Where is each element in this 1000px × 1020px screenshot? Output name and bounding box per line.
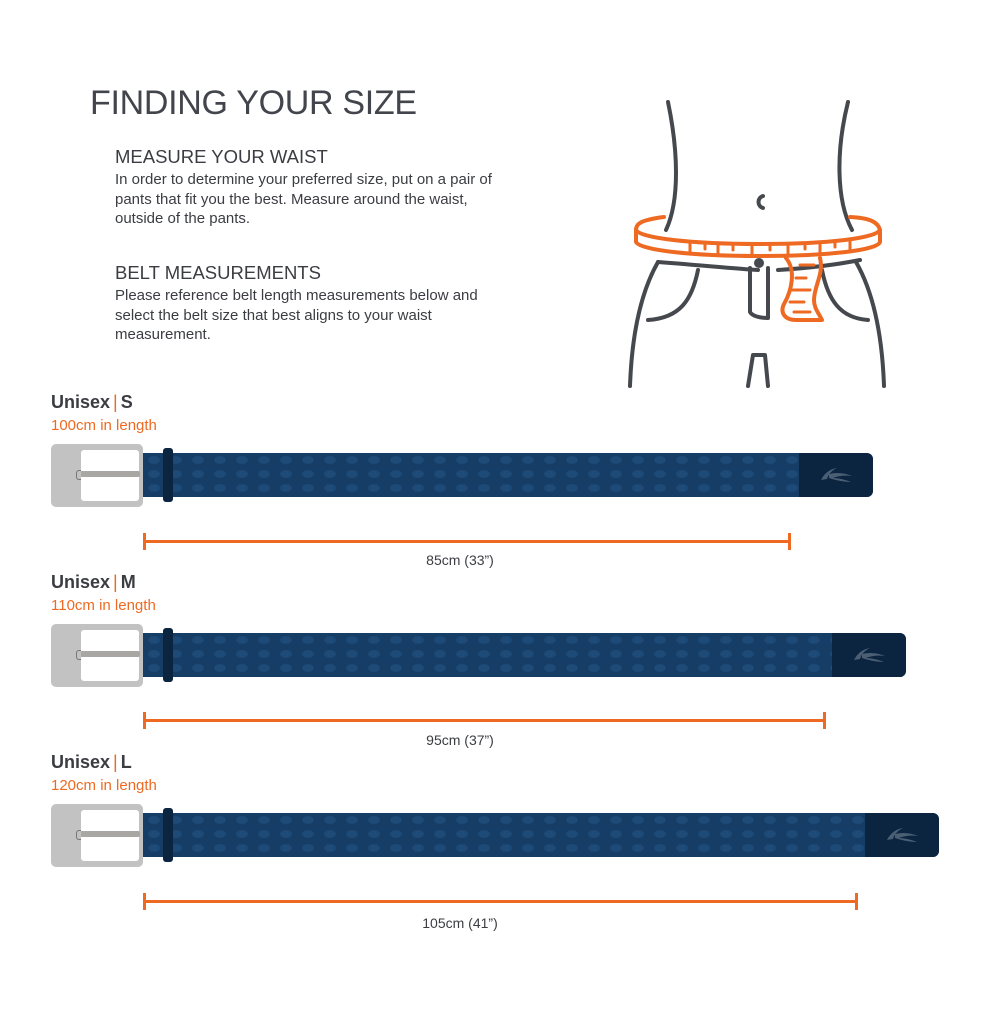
waist-measuring-tape-icon: [600, 90, 900, 400]
size-label-l: [51, 752, 132, 773]
size-category: Unisex: [51, 752, 111, 772]
body-line: select the belt size that best aligns to your waist: [115, 306, 432, 324]
belt-keeper: [163, 448, 173, 502]
belt-keeper: [163, 808, 173, 862]
section-body: [115, 286, 545, 345]
size-length-s: 100cm in length: [51, 417, 157, 434]
brand-logo-icon: [885, 826, 921, 844]
belt-l: [51, 804, 939, 868]
belt-strap: [143, 813, 939, 857]
belt-s: [51, 444, 873, 508]
body-line: In order to determine your preferred size, put on a pair of: [115, 171, 492, 188]
waist-ruler-m: [143, 712, 826, 728]
measure-waist-section: [115, 146, 545, 229]
size-label-m: [51, 572, 136, 593]
page-title: FINDING YOUR SIZE: [90, 84, 417, 122]
belt-buckle: [51, 444, 143, 507]
size-length-m: 110cm in length: [51, 597, 156, 614]
size-category: Unisex: [51, 392, 111, 412]
size-separator: |: [113, 392, 118, 412]
belt-keeper: [163, 628, 173, 682]
body-line: pants that fit you the best. Measure around the waist,: [115, 190, 468, 208]
waist-ruler-s: [143, 533, 791, 549]
belt-strap: [143, 633, 906, 677]
belt-tip: [865, 813, 939, 857]
waist-ruler-l: [143, 893, 858, 909]
belt-tip: [799, 453, 873, 497]
size-code: M: [120, 572, 136, 592]
brand-logo-icon: [819, 466, 855, 484]
body-line: outside of the pants.: [115, 210, 251, 227]
section-heading: BELT MEASUREMENTS: [115, 262, 321, 283]
brand-logo-icon: [852, 646, 888, 664]
belt-buckle: [51, 804, 143, 867]
size-code: S: [120, 392, 133, 412]
size-code: L: [120, 752, 132, 772]
waist-fit-l: 105cm (41”): [422, 915, 498, 931]
belt-buckle: [51, 624, 143, 687]
size-separator: |: [113, 572, 118, 592]
body-line: measurement.: [115, 326, 211, 343]
size-label-s: [51, 392, 133, 413]
belt-strap: [143, 453, 873, 497]
size-separator: |: [113, 752, 118, 772]
belt-measurements-section: [115, 262, 545, 345]
body-line: Please reference belt length measurements below and: [115, 287, 478, 304]
belt-m: [51, 624, 906, 688]
section-body: [115, 170, 545, 229]
belt-tip: [832, 633, 906, 677]
waist-fit-m: 95cm (37”): [426, 732, 494, 748]
size-category: Unisex: [51, 572, 111, 592]
waist-fit-s: 85cm (33”): [426, 552, 494, 568]
size-length-l: 120cm in length: [51, 777, 157, 794]
section-heading: MEASURE YOUR WAIST: [115, 146, 328, 167]
